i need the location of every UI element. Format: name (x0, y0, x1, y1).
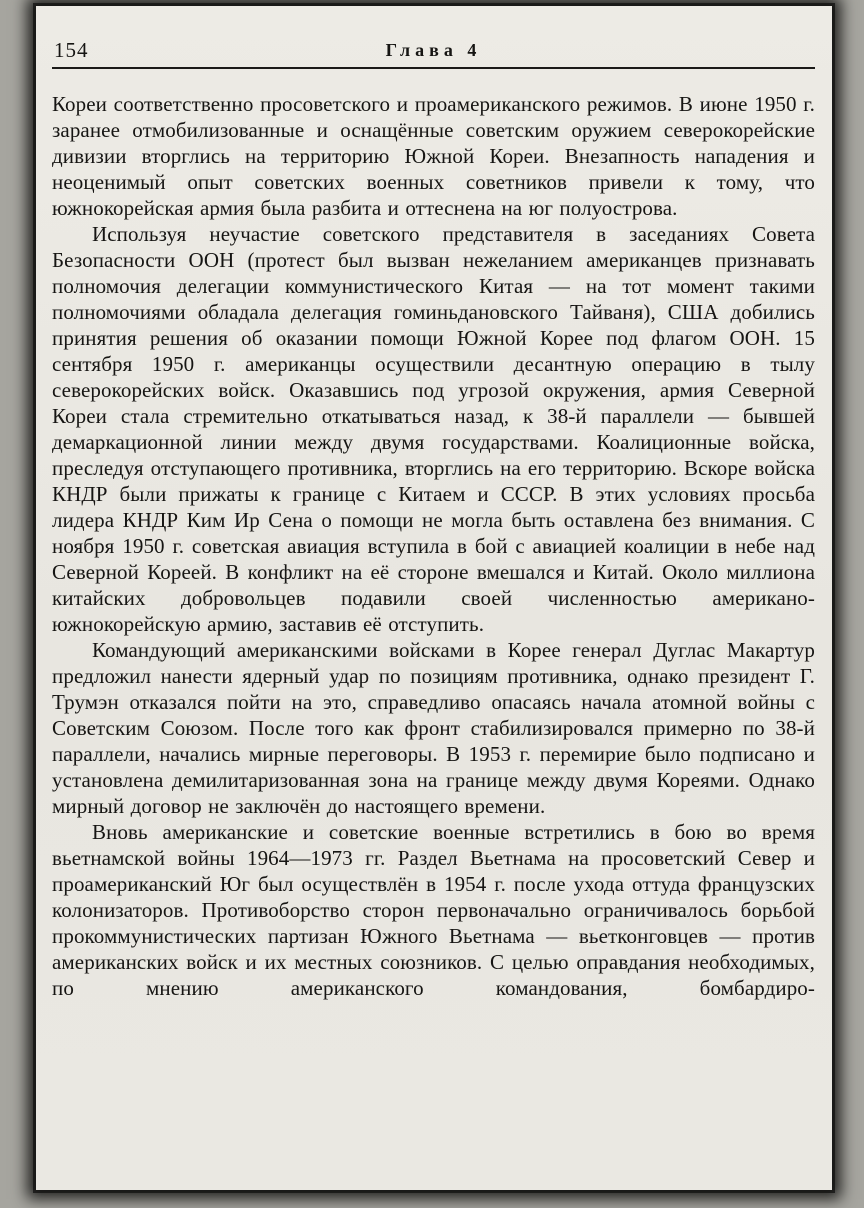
paragraph: Кореи соответственно просоветского и проамериканского режимов. В июне 1950 г. заранее отмобилизованные и оснащённые советским оружием северокорейские дивизии вторглись на территорию Южной Кореи. Внезапность нападения и неоценимый опыт советских военных советников привели к тому, что южнокорейская армия была разбита и оттеснена на юг полуострова. (52, 92, 815, 220)
paragraph: Командующий американскими войсками в Корее генерал Дуглас Макартур предложил нанести ядерный удар по позициям противника, однако президент Г. Трумэн отказался пойти на это, справедливо опасаясь начала атомной войны с Советским Союзом. После того как фронт стабилизировался примерно по 38-й параллели, начались мирные переговоры. В 1953 г. перемирие было подписано и установлена демилитаризованная зона на границе между двумя Кореями. Однако мирный договор не заключён до настоящего времени. (52, 638, 815, 818)
paragraph: Используя неучастие советского представителя в заседаниях Совета Безопасности ООН (протест был вызван нежеланием американцев признавать полномочия делегации коммунистического Китая — на тот момент такими полномочиями обладала делегация гоминьдановского Тайваня), США добились принятия решения об оказании помощи Южной Корее под флагом ООН. 15 сентября 1950 г. американцы осуществили десантную операцию в тылу северокорейских войск. Оказавшись под угрозой окружения, армия Северной Кореи стала стремительно откатываться назад, к 38-й параллели — бывшей демаркационной линии между двумя государствами. Коалиционные войска, преследуя отступающего противника, вторглись на его территорию. Вскоре войска КНДР были прижаты к границе с Китаем и СССР. В этих условиях просьба лидера КНДР Ким Ир Сена о помощи не могла быть оставлена без внимания. С ноября 1950 г. советская авиация вступила в бой с авиацией коалиции в небе над Северной Кореей. В конфликт на её стороне вмешался и Китай. Около миллиона китайских добровольцев подавили своей численностью американо-южнокорейскую армию, заставив её отступить. (52, 222, 815, 636)
page-number: 154 (54, 38, 89, 62)
paragraph: Вновь американские и советские военные встретились в бою во время вьетнамской войны 1964—1973 гг. Раздел Вьетнама на просоветский Север и проамериканский Юг был осуществлён в 1954 г. после ухода оттуда французских колонизаторов. Противоборство сторон первоначально ограничивалось борьбой прокоммунистических партизан Южного Вьетнама — вьетконговцев — против американских войск и их местных союзников. С целью оправдания необходимых, по мнению американского командования, бомбардиро- (52, 820, 815, 1000)
body-text (52, 91, 815, 1001)
page-content (36, 6, 832, 1001)
book-page (36, 6, 832, 1190)
header-rule (52, 67, 815, 69)
chapter-header: Глава 4 (385, 40, 482, 60)
page-header (52, 38, 815, 64)
